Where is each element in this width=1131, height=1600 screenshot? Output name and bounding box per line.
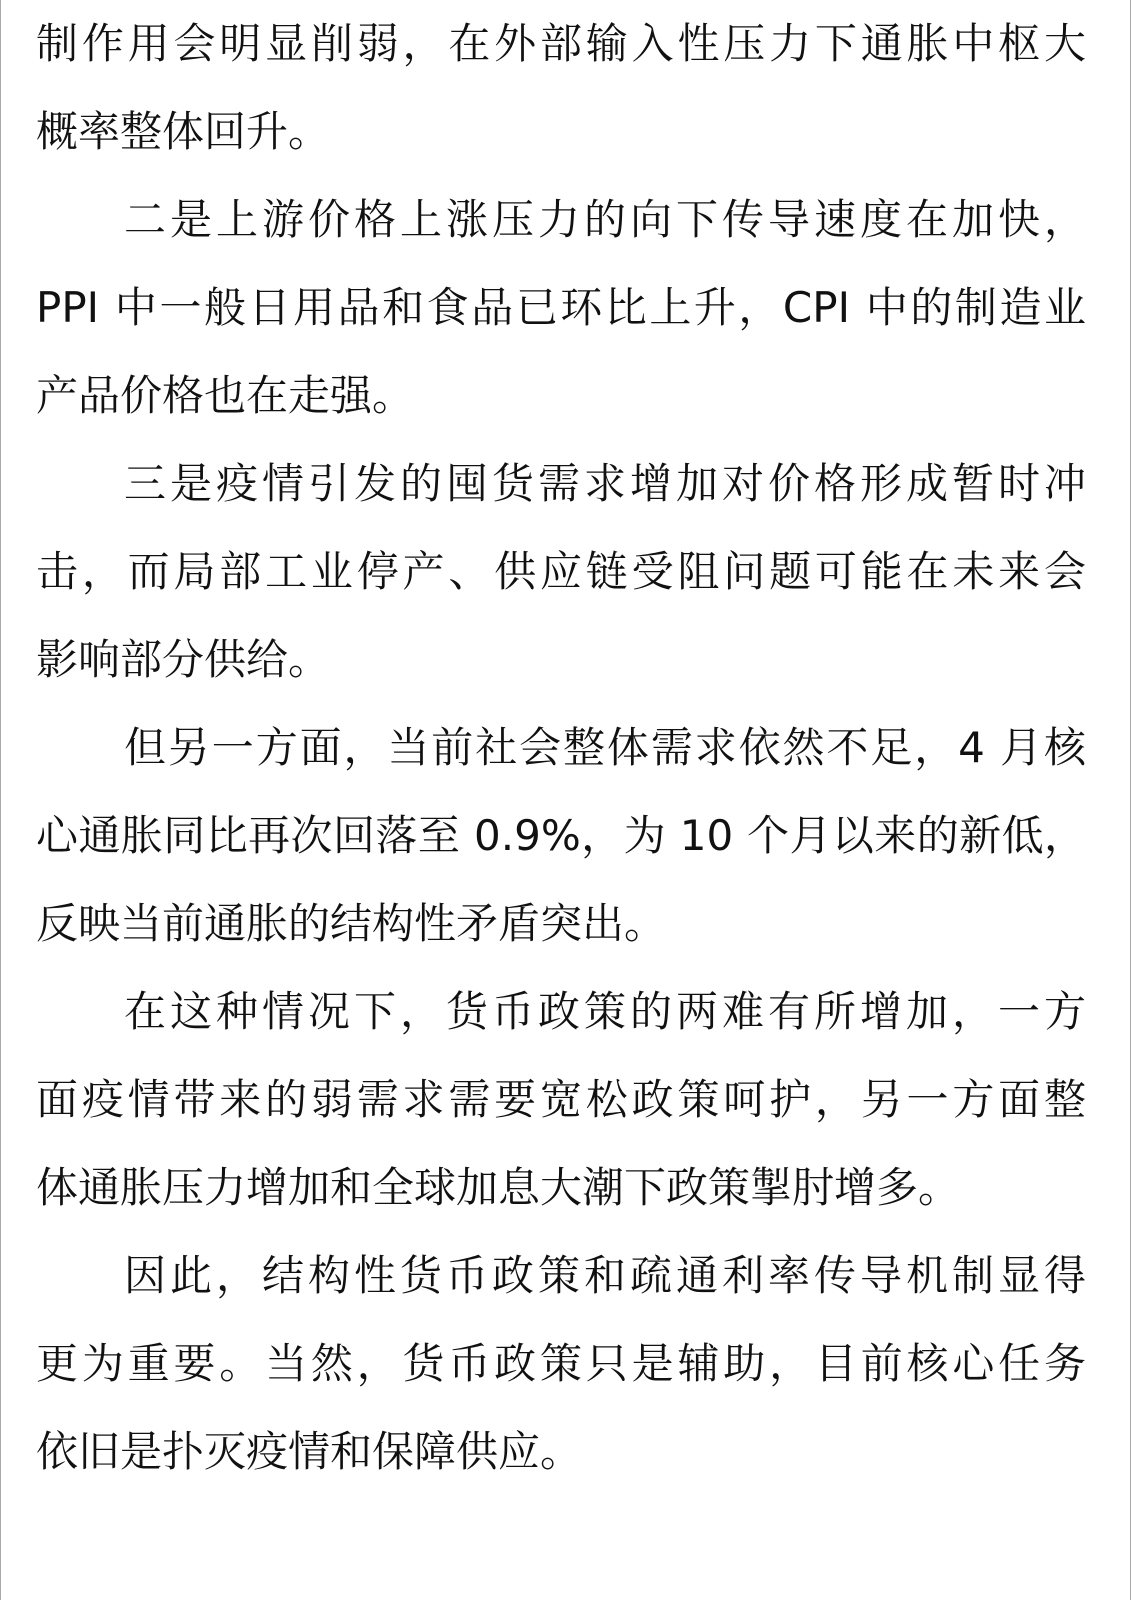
- text-line: 因此，结构性货币政策和疏通利率传导机制显得: [124, 1251, 1086, 1300]
- paragraph: [36, 0, 1086, 176]
- text-line: 影响部分供给。: [36, 635, 331, 684]
- text-line: 依旧是扑灭疫情和保障供应。: [36, 1427, 583, 1476]
- text-line: 三是疫情引发的囤货需求增加对价格形成暂时冲: [124, 459, 1086, 508]
- text-line: 击，而局部工业停产、供应链受阻问题可能在未来会: [36, 547, 1086, 596]
- text-line: 但另一方面，当前社会整体需求依然不足，4 月核: [124, 723, 1086, 772]
- paragraph: [36, 968, 1086, 1232]
- text-line: 反映当前通胀的结构性矛盾突出。: [36, 899, 667, 948]
- text-line: 面疫情带来的弱需求需要宽松政策呵护，另一方面整: [36, 1075, 1086, 1124]
- text-line: 心通胀同比再次回落至 0.9%，为 10 个月以来的新低，: [36, 811, 1086, 860]
- text-line: 在这种情况下，货币政策的两难有所增加，一方: [124, 987, 1086, 1036]
- text-line: PPI 中一般日用品和食品已环比上升，CPI 中的制造业: [36, 283, 1086, 332]
- paragraph: [36, 1232, 1086, 1496]
- text-line: 产品价格也在走强。: [36, 371, 415, 420]
- text-line: 更为重要。当然，货币政策只是辅助，目前核心任务: [36, 1339, 1086, 1388]
- text-line: 体通胀压力增加和全球加息大潮下政策掣肘增多。: [36, 1163, 961, 1212]
- text-line: 制作用会明显削弱，在外部输入性压力下通胀中枢大: [36, 19, 1086, 68]
- article-body: [36, 0, 1086, 1496]
- text-line: 概率整体回升。: [36, 107, 331, 156]
- paragraph: [36, 704, 1086, 968]
- paragraph: [36, 440, 1086, 704]
- paragraph: [36, 176, 1086, 440]
- text-line: 二是上游价格上涨压力的向下传导速度在加快，: [124, 195, 1086, 244]
